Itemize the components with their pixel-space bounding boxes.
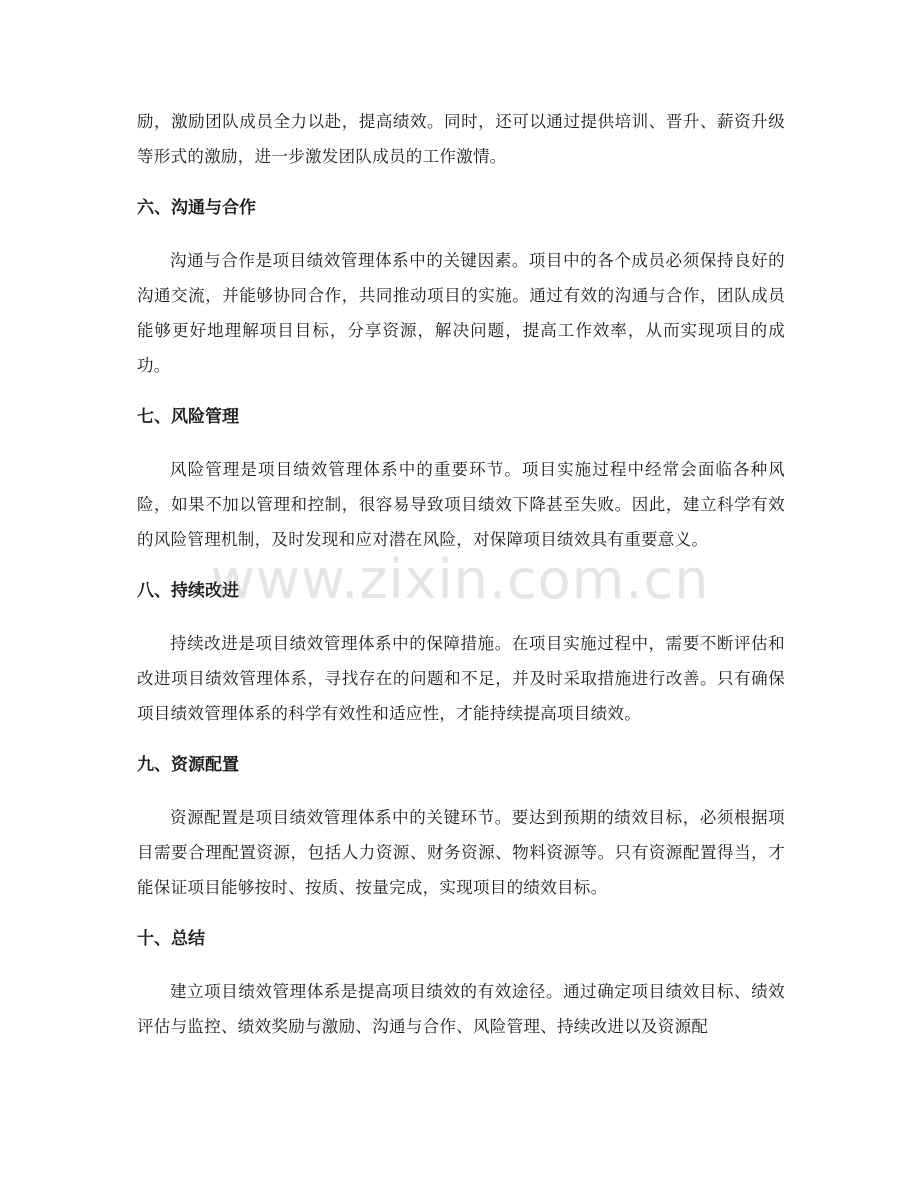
- section-body-10: 建立项目绩效管理体系是提高项目绩效的有效途径。通过确定项目绩效目标、绩效评估与监控、绩效奖励与激励、沟通与合作、风险管理、持续改进以及资源配: [137, 982, 785, 1036]
- section-heading-6: 六、沟通与合作: [137, 198, 256, 218]
- section-body-6: 沟通与合作是项目绩效管理体系中的关键因素。项目中的各个成员必须保持良好的沟通交流，并能够协同合作，共同推动项目的实施。通过有效的沟通与合作，团队成员能够更好地理解项目目标，分享资源，解决问题，提高工作效率，从而实现项目的成功。: [137, 251, 785, 375]
- section-body-8: 持续改进是项目绩效管理体系中的保障措施。在项目实施过程中，需要不断评估和改进项目绩效管理体系，寻找存在的问题和不足，并及时采取措施进行改善。只有确保项目绩效管理体系的科学有效性和适应性，才能持续提高项目绩效。: [137, 634, 785, 723]
- section-heading-8: 八、持续改进: [137, 581, 239, 601]
- section-body-7: 风险管理是项目绩效管理体系中的重要环节。项目实施过程中经常会面临各种风险，如果不加以管理和控制，很容易导致项目绩效下降甚至失败。因此，建立科学有效的风险管理机制，及时发现和应对潜在风险，对保障项目绩效具有重要意义。: [137, 460, 785, 549]
- section-heading-7: 七、风险管理: [137, 407, 239, 427]
- section-heading-9: 九、资源配置: [137, 755, 239, 775]
- intro-paragraph: 励，激励团队成员全力以赴，提高绩效。同时，还可以通过提供培训、晋升、薪资升级等形式的激励，进一步激发团队成员的工作激情。: [137, 112, 785, 166]
- section-heading-10: 十、总结: [137, 929, 205, 949]
- watermark: www.zixin.com.cn: [210, 548, 710, 611]
- section-body-9: 资源配置是项目绩效管理体系中的关键环节。要达到预期的绩效目标，必须根据项目需要合理配置资源，包括人力资源、财务资源、物料资源等。只有资源配置得当，才能保证项目能够按时、按质、按量完成，实现项目的绩效目标。: [137, 808, 785, 897]
- document-body: [137, 104, 785, 1044]
